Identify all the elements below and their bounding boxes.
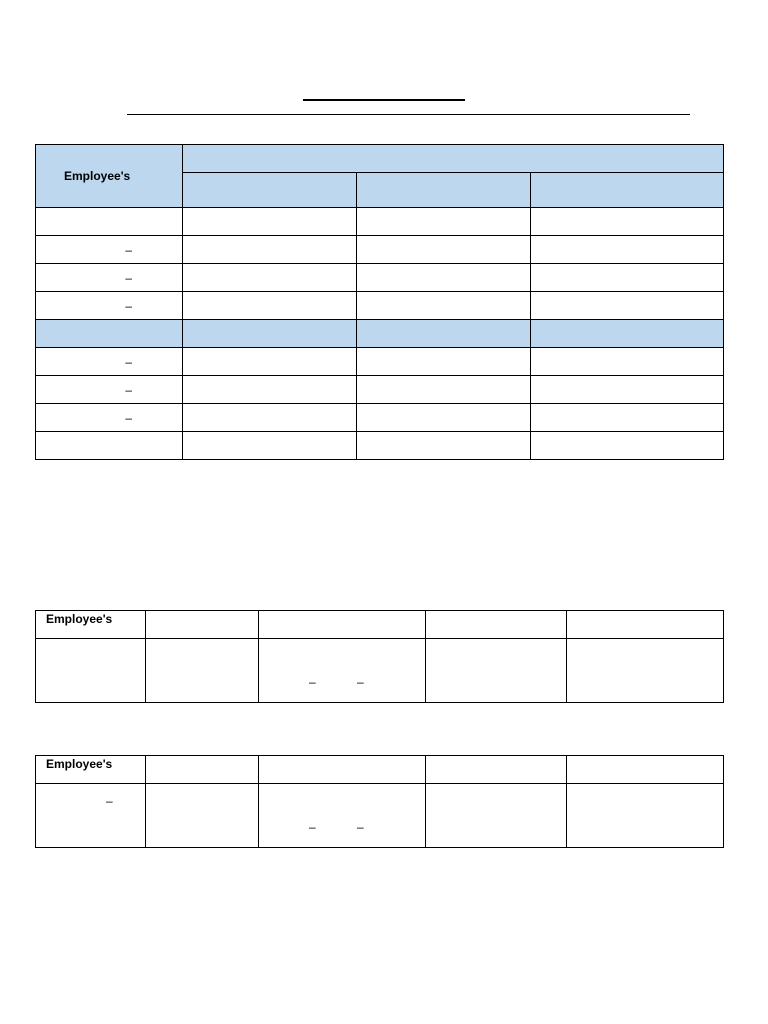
table-cell[interactable] xyxy=(36,639,146,703)
table-cell[interactable] xyxy=(531,264,724,292)
table-cell[interactable] xyxy=(357,264,531,292)
table-row xyxy=(36,376,724,404)
table-header-row xyxy=(36,611,724,639)
table-row xyxy=(36,784,724,848)
dash-mark: – xyxy=(125,270,132,285)
table-cell[interactable] xyxy=(426,784,567,848)
table-cell[interactable] xyxy=(183,292,357,320)
table-cell[interactable] xyxy=(259,784,426,848)
table-cell[interactable] xyxy=(531,236,724,264)
table-section-row xyxy=(36,320,724,348)
section-cell xyxy=(531,320,724,348)
table-cell[interactable] xyxy=(531,404,724,432)
table-row xyxy=(36,404,724,432)
table-cell[interactable] xyxy=(531,348,724,376)
table-cell[interactable] xyxy=(36,264,183,292)
table-cell[interactable] xyxy=(259,639,426,703)
dash-mark: – xyxy=(125,298,132,313)
header-cell xyxy=(567,756,724,784)
table-row xyxy=(36,236,724,264)
table-row xyxy=(36,348,724,376)
table-cell[interactable] xyxy=(36,208,183,236)
employee-header-cell xyxy=(36,145,183,208)
subtitle-rule xyxy=(127,114,690,115)
table-header-row xyxy=(36,756,724,784)
header-cell xyxy=(146,756,259,784)
subheader-cell xyxy=(183,173,357,208)
employee-header-label: Employee's xyxy=(64,169,131,183)
table-cell[interactable] xyxy=(531,376,724,404)
dash-mark: – xyxy=(125,354,132,369)
table-cell[interactable] xyxy=(183,376,357,404)
dash-mark: – xyxy=(309,820,316,834)
section-cell xyxy=(183,320,357,348)
dash-mark: – xyxy=(106,794,113,808)
header-cell xyxy=(426,756,567,784)
employee-header-label: Employee's xyxy=(46,612,113,626)
table-cell[interactable] xyxy=(357,292,531,320)
section-cell xyxy=(36,320,183,348)
table-cell[interactable] xyxy=(183,348,357,376)
employee-header-label: Employee's xyxy=(46,757,113,771)
header-cell xyxy=(567,611,724,639)
dash-mark: – xyxy=(125,410,132,425)
table-cell[interactable] xyxy=(36,348,183,376)
table-cell[interactable] xyxy=(357,208,531,236)
table-cell[interactable] xyxy=(531,292,724,320)
group-header-cell xyxy=(183,145,724,173)
table-cell[interactable] xyxy=(426,639,567,703)
header-cell xyxy=(146,611,259,639)
schedule-table xyxy=(35,144,724,460)
table-cell[interactable] xyxy=(357,432,531,460)
table-cell[interactable] xyxy=(36,404,183,432)
header-cell xyxy=(259,611,426,639)
table-cell[interactable] xyxy=(146,784,259,848)
employee-header-cell xyxy=(36,611,146,639)
record-table-1 xyxy=(35,610,724,703)
dash-mark: – xyxy=(125,242,132,257)
table-cell[interactable] xyxy=(36,236,183,264)
table-cell[interactable] xyxy=(36,292,183,320)
table-cell[interactable] xyxy=(183,264,357,292)
table-cell[interactable] xyxy=(357,236,531,264)
subheader-cell xyxy=(357,173,531,208)
dash-mark: – xyxy=(357,820,364,834)
table-cell[interactable] xyxy=(567,639,724,703)
section-cell xyxy=(357,320,531,348)
table-header-row xyxy=(36,145,724,173)
table-row xyxy=(36,208,724,236)
table-cell[interactable] xyxy=(531,432,724,460)
employee-header-cell xyxy=(36,756,146,784)
table-cell[interactable] xyxy=(183,432,357,460)
table-cell[interactable] xyxy=(357,376,531,404)
table-cell[interactable] xyxy=(36,784,146,848)
title-underline xyxy=(303,99,465,101)
dash-mark: – xyxy=(125,382,132,397)
dash-mark: – xyxy=(309,675,316,689)
header-cell xyxy=(426,611,567,639)
table-row xyxy=(36,264,724,292)
table-cell[interactable] xyxy=(567,784,724,848)
table-cell[interactable] xyxy=(357,404,531,432)
table-cell[interactable] xyxy=(531,208,724,236)
table-cell[interactable] xyxy=(36,432,183,460)
table-cell[interactable] xyxy=(146,639,259,703)
table-cell[interactable] xyxy=(183,236,357,264)
table-row xyxy=(36,292,724,320)
subheader-cell xyxy=(531,173,724,208)
table-row xyxy=(36,639,724,703)
table-cell[interactable] xyxy=(183,208,357,236)
record-table-2 xyxy=(35,755,724,848)
table-cell[interactable] xyxy=(36,376,183,404)
table-row xyxy=(36,432,724,460)
header-cell xyxy=(259,756,426,784)
dash-mark: – xyxy=(357,675,364,689)
table-cell[interactable] xyxy=(183,404,357,432)
table-cell[interactable] xyxy=(357,348,531,376)
